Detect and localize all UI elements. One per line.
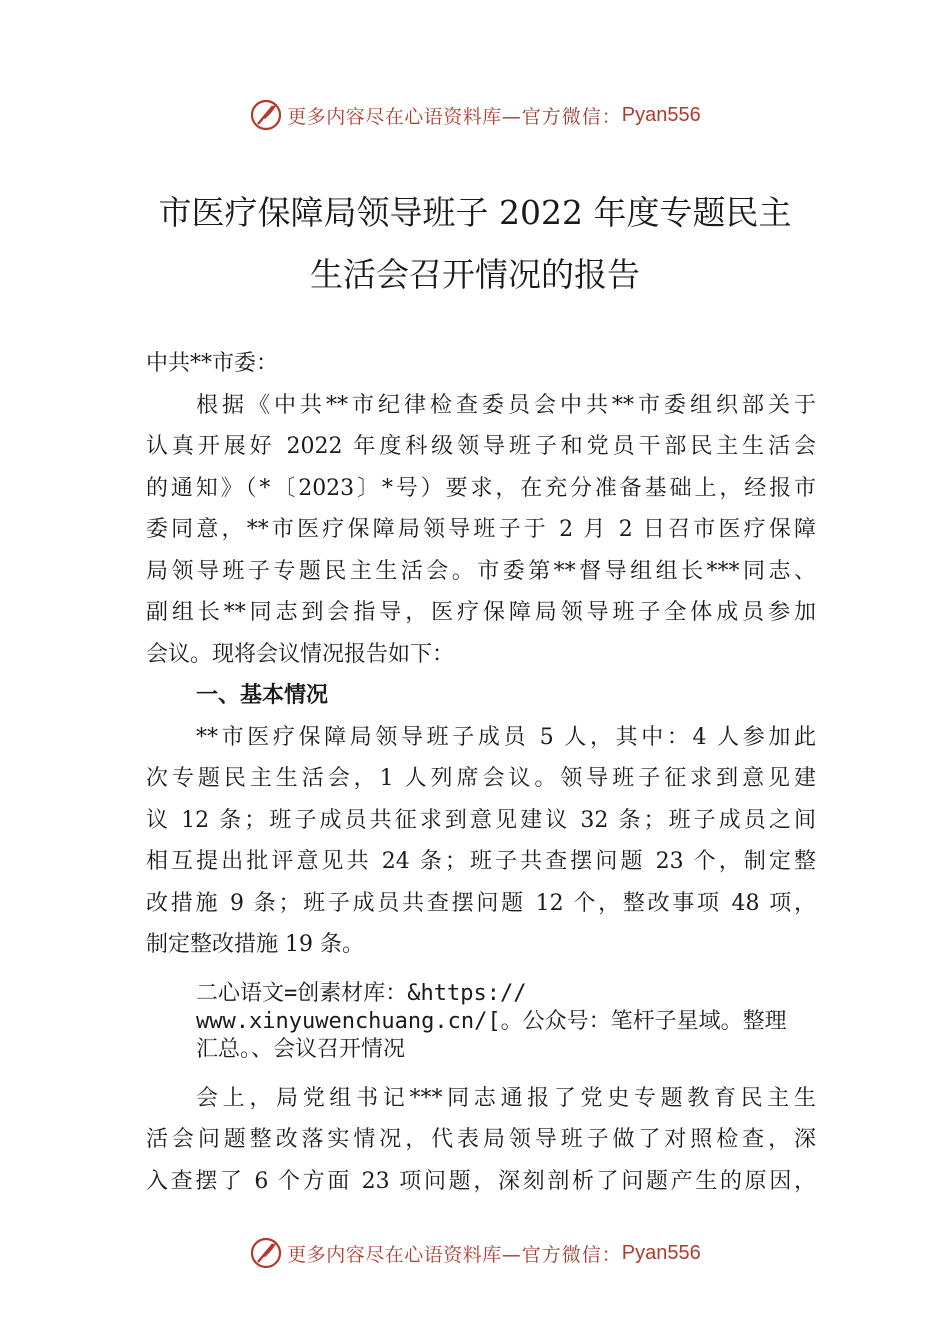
inserted-line: 汇总。、会议召开情况	[196, 1036, 406, 1062]
paragraph-line: 会上，局党组书记***同志通报了党史专题教育民主生	[196, 1085, 816, 1111]
paragraph-3	[146, 1078, 816, 1203]
salutation: 中共**市委：	[146, 351, 279, 376]
title-line-2: 生活会召开情况的报告	[310, 255, 640, 294]
quill-logo-icon	[249, 98, 283, 132]
paragraph-line: 根据《中共**市纪律检查委员会中共**市委组织部关于	[196, 392, 816, 418]
watermark-banner-top	[0, 95, 950, 135]
watermark-wechat-id: Pyan556	[621, 103, 701, 126]
quill-logo-icon	[249, 1236, 283, 1270]
paragraph-line: 局领导班子专题民主生活会。市委第**督导组组长***同志、	[146, 558, 816, 584]
paragraph-line: 活会问题整改落实情况，代表局领导班子做了对照检查，深	[146, 1127, 816, 1152]
paragraph-line: 相互提出批评意见共 24 条；班子共查摆问题 23 个，制定整	[146, 849, 816, 874]
section-heading-basic: 一、基本情况	[196, 683, 329, 708]
inserted-line: 二心语文=创素材库：&https://	[196, 980, 527, 1006]
paragraph-line: 委同意，**市医疗保障局领导班子于 2 月 2 日召市医疗保障	[146, 517, 816, 542]
paragraph-line: 改措施 9 条；班子成员共查摆问题 12 个，整改事项 48 项，	[146, 890, 816, 916]
inserted-line: www.xinyuwenchuang.cn/[。公众号：笔杆子星域。整理	[196, 1008, 787, 1034]
paragraph-line: 副组长**同志到会指导，医疗保障局领导班子全体成员参加	[146, 600, 816, 625]
watermark-wechat-label: —官方微信：	[501, 105, 622, 128]
watermark-banner-bottom	[0, 1233, 950, 1273]
paragraph-line: 次专题民主生活会，1 人列席会议。领导班子征求到意见建	[146, 766, 816, 791]
paragraph-line: **市医疗保障局领导班子成员 5 人，其中：4 人参加此	[196, 724, 816, 750]
paragraph-1	[146, 385, 816, 676]
document-title	[100, 182, 850, 306]
paragraph-line: 议 12 条；班子成员共征求到意见建议 32 条；班子成员之间	[146, 807, 816, 833]
paragraph-line: 制定整改措施 19 条。	[146, 932, 364, 957]
watermark-text: 更多内容尽在心语资料库	[287, 1243, 502, 1266]
watermark-wechat-label: —官方微信：	[501, 1243, 622, 1266]
paragraph-line: 入查摆了 6 个方面 23 项问题，深刻剖析了问题产生的原因，	[146, 1168, 816, 1194]
title-line-1: 市医疗保障局领导班子 2022 年度专题民主	[158, 193, 792, 232]
watermark-wechat-id: Pyan556	[621, 1241, 701, 1264]
paragraph-line: 认真开展好 2022 年度科级领导班子和党员干部民主生活会	[146, 434, 816, 459]
watermark-text: 更多内容尽在心语资料库	[287, 105, 502, 128]
paragraph-line: 会议。现将会议情况报告如下：	[146, 641, 455, 667]
paragraph-2	[146, 717, 816, 966]
document-body	[146, 343, 816, 1202]
inserted-source-text	[146, 966, 816, 1064]
paragraph-line: 的通知》（*〔2023〕*号）要求，在充分准备基础上，经报市	[146, 475, 816, 501]
